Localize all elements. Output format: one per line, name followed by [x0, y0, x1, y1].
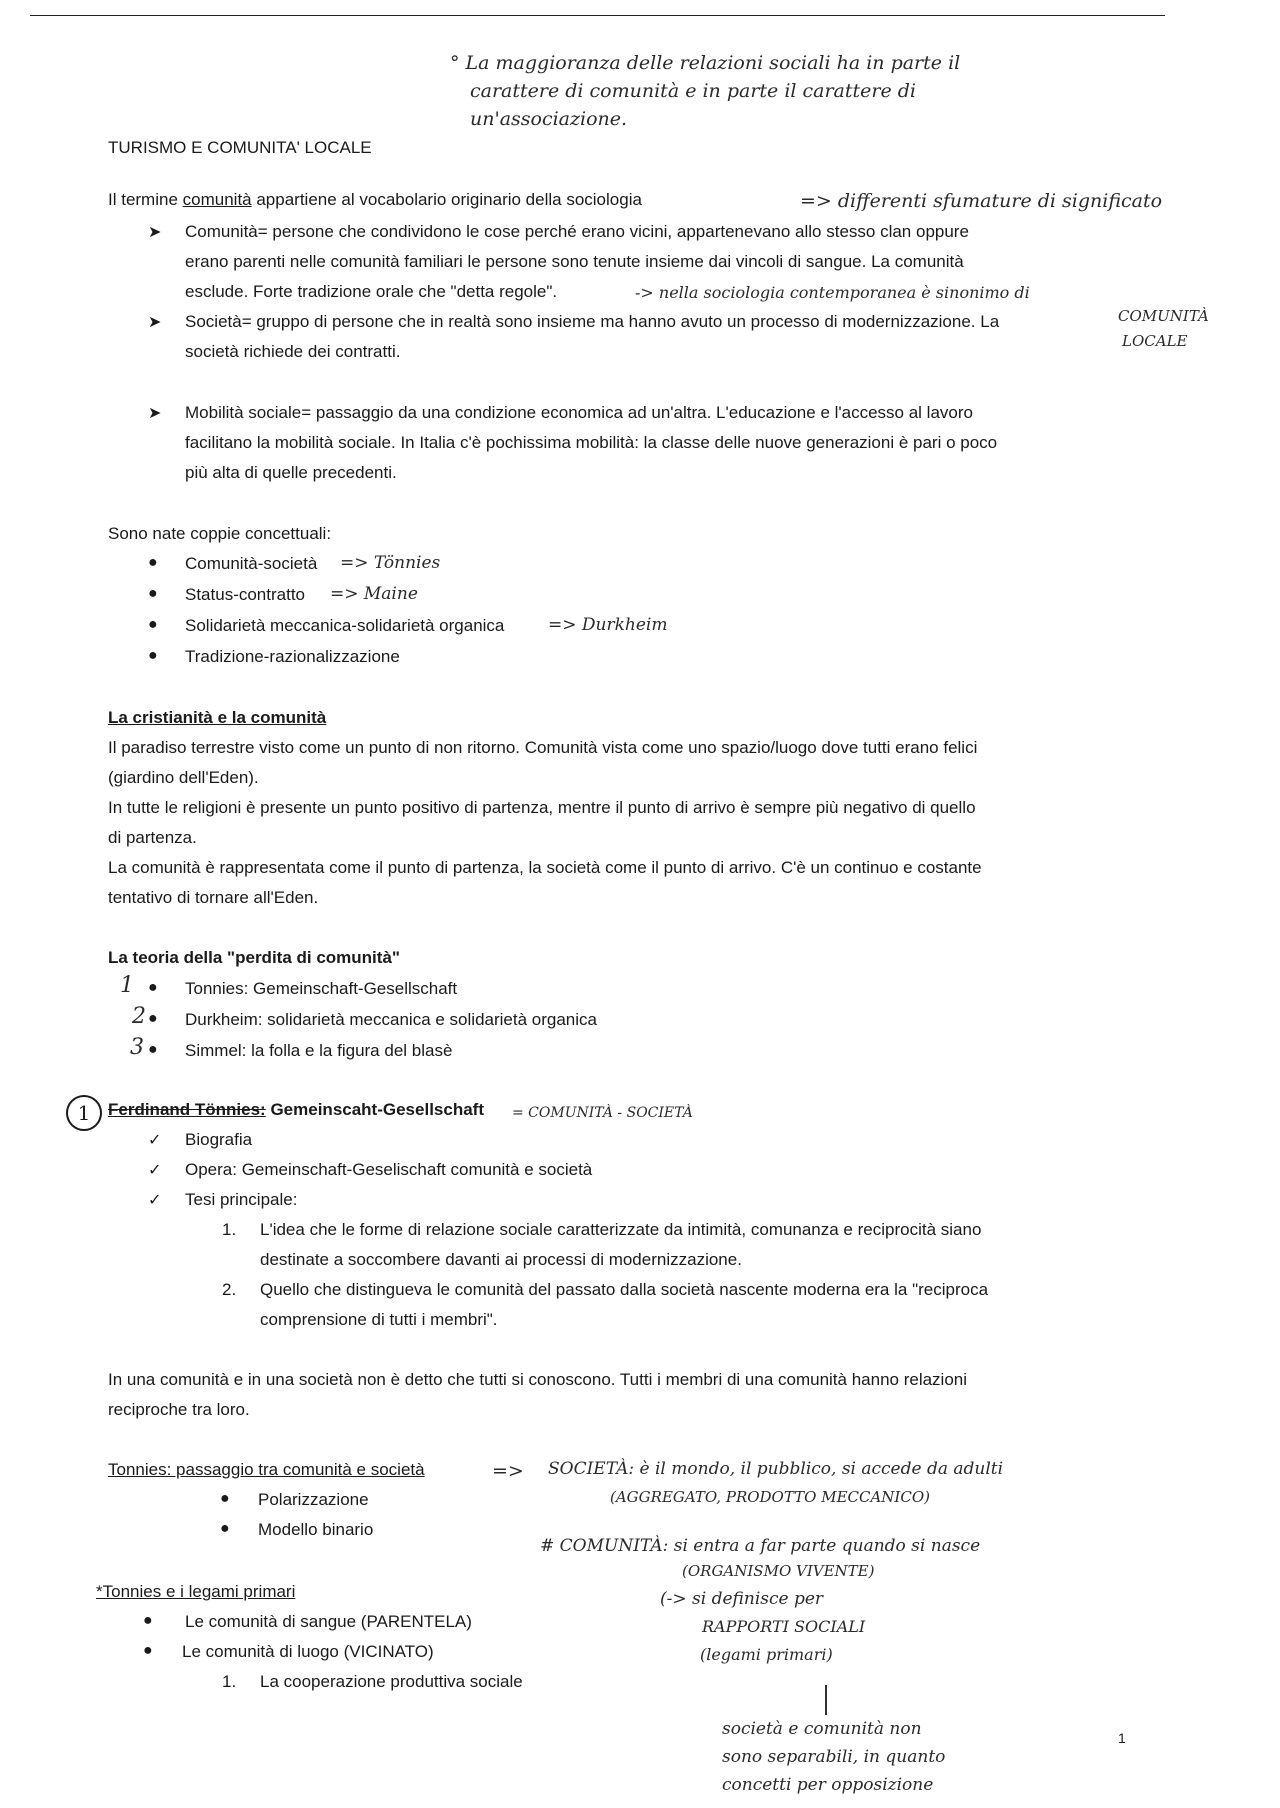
- handwritten-margin-1: COMUNITÀ: [1118, 307, 1209, 325]
- coppia-2: Status-contratto: [185, 585, 306, 604]
- handwritten-arrow-right: =>: [492, 1460, 524, 1482]
- coppia-1: Comunità-società: [185, 554, 318, 573]
- tesi-2-line-1: Quello che distingueva le comunità del passato dalla società nascente moderna era la "reciproca: [260, 1280, 989, 1299]
- passaggio-item-1: Polarizzazione: [258, 1490, 369, 1509]
- ferdinand-check-1: Biografia: [185, 1130, 253, 1149]
- ferdinand-heading: [108, 1100, 484, 1120]
- handwritten-number-2: 2: [132, 1004, 146, 1029]
- legami-item-1: Le comunità di sangue (PARENTELA): [185, 1612, 472, 1631]
- page-title: TURISMO E COMUNITA' LOCALE: [108, 138, 372, 157]
- def-societa-2: società richiede dei contratti.: [185, 342, 401, 361]
- intro-term: comunità: [182, 190, 252, 209]
- tesi-num-1: 1.: [222, 1220, 237, 1239]
- def-comunita-3: esclude. Forte tradizione orale che "detta regole".: [185, 282, 558, 301]
- cristianita-line-5: La comunità è rappresentata come il punto di partenza, la società come il punto di arrivo. C'è un continuo e costante: [108, 858, 982, 877]
- paragraph-line-2: reciproche tra loro.: [108, 1400, 250, 1419]
- bullet: ●: [220, 1490, 230, 1507]
- intro-prefix: Il termine: [108, 190, 183, 209]
- passaggio-heading: Tonnies: passaggio tra comunità e società: [108, 1460, 425, 1479]
- arrow-bullet: ➤: [148, 405, 162, 422]
- cristianita-line-3: In tutte le religioni è presente un punto positivo di partenza, mentre il punto di arrivo è sempre più negativo di quello: [108, 798, 976, 817]
- cristianita-line-1: Il paradiso terrestre visto come un punto di non ritorno. Comunità vista come uno spazio/luogo dove tutti erano felici: [108, 738, 978, 757]
- def-mobilita-1: Mobilità sociale= passaggio da una condizione economica ad un'altra. L'educazione e l'accesso al lavoro: [185, 403, 973, 422]
- bullet: ●: [148, 1041, 158, 1058]
- legami-item-2: Le comunità di luogo (VICINATO): [182, 1642, 434, 1661]
- perdita-item-2: Durkheim: solidarietà meccanica e solidarietà organica: [185, 1010, 597, 1029]
- tesi-1-line-2: destinate a soccombere davanti ai processi di modernizzazione.: [260, 1250, 742, 1269]
- def-mobilita-2: facilitano la mobilità sociale. In Italia c'è pochissima mobilità: la classe delle nuove generazioni è pari o poco: [185, 433, 998, 452]
- handwritten-ferdinand-gloss: = COMUNITÀ - SOCIETÀ: [512, 1105, 693, 1121]
- check-icon: ✓: [148, 1192, 162, 1209]
- def-mobilita-3: più alta di quelle precedenti.: [185, 463, 397, 482]
- bullet: ●: [148, 979, 158, 996]
- intro-suffix: appartiene al vocabolario originario della sociologia: [251, 190, 642, 209]
- bullet: ●: [148, 616, 158, 633]
- perdita-item-3: Simmel: la folla e la figura del blasè: [185, 1041, 453, 1060]
- circled-number-1: 1: [66, 1095, 102, 1131]
- handwritten-top-note-1: ° La maggioranza delle relazioni sociali ha in parte il: [450, 52, 961, 74]
- ferdinand-check-3: Tesi principale:: [185, 1190, 298, 1209]
- handwritten-note-comunita: => differenti sfumature di significato: [800, 190, 1163, 212]
- handwritten-top-note-2: carattere di comunità e in parte il carattere di: [470, 80, 917, 102]
- def-comunita-1: Comunità= persone che condividono le cose perché erano vicini, appartenevano allo stesso clan oppure: [185, 222, 969, 241]
- handwritten-note-societa: -> nella sociologia contemporanea è sinonimo di: [635, 283, 1030, 302]
- cristianita-heading: La cristianità e la comunità: [108, 708, 327, 727]
- handwritten-comunita-def-5: (legami primari): [700, 1645, 833, 1664]
- ferdinand-rest: Gemeinscaht-Gesellschaft: [265, 1100, 484, 1119]
- cristianita-line-6: tentativo di tornare all'Eden.: [108, 888, 319, 907]
- bullet: ●: [143, 1612, 153, 1629]
- handwritten-societa-def-2: (AGGREGATO, PRODOTTO MECCANICO): [610, 1488, 930, 1506]
- bullet: ●: [148, 647, 158, 664]
- check-icon: ✓: [148, 1132, 162, 1149]
- handwritten-top-note-3: un'associazione.: [470, 108, 628, 130]
- coppia-4: Tradizione-razionalizzazione: [185, 647, 400, 666]
- paragraph-line-1: In una comunità e in una società non è detto che tutti si conoscono. Tutti i membri di una comunità hanno relazioni: [108, 1370, 968, 1389]
- handwritten-number-3: 3: [130, 1035, 144, 1060]
- legami-sub-num: 1.: [222, 1672, 237, 1691]
- coppie-heading: Sono nate coppie concettuali:: [108, 524, 332, 543]
- page-number: 1: [1118, 1730, 1126, 1746]
- handwritten-durkheim: => Durkheim: [548, 615, 668, 635]
- handwritten-arrow-down: [825, 1685, 827, 1715]
- handwritten-number-1: 1: [120, 973, 134, 998]
- passaggio-item-2: Modello binario: [258, 1520, 374, 1539]
- bullet: ●: [148, 554, 158, 571]
- handwritten-tonnies: => Tönnies: [340, 553, 441, 573]
- handwritten-comunita-def-3: (-> si definisce per: [660, 1589, 824, 1609]
- cristianita-line-2: (giardino dell'Eden).: [108, 768, 259, 787]
- legami-heading-text: Tonnies e i legami primari: [102, 1582, 296, 1601]
- arrow-bullet: ➤: [148, 224, 162, 241]
- coppia-3: Solidarietà meccanica-solidarietà organica: [185, 616, 505, 635]
- legami-heading: [96, 1582, 295, 1602]
- intro-line: [108, 190, 642, 210]
- handwritten-maine: => Maine: [330, 584, 418, 604]
- handwritten-bottom-3: concetti per opposizione: [722, 1775, 934, 1795]
- handwritten-bottom-2: sono separabili, in quanto: [722, 1747, 946, 1767]
- def-societa-1: Società= gruppo di persone che in realtà sono insieme ma hanno avuto un processo di modernizzazione. La: [185, 312, 1000, 331]
- perdita-item-1: Tonnies: Gemeinschaft-Gesellschaft: [185, 979, 458, 998]
- ferdinand-name: Ferdinand Tönnies:: [108, 1100, 266, 1119]
- bullet: ●: [148, 585, 158, 602]
- handwritten-societa-def-1: SOCIETÀ: è il mondo, il pubblico, si accede da adulti: [548, 1459, 1004, 1479]
- legami-sub-item: La cooperazione produttiva sociale: [260, 1672, 523, 1691]
- bullet: ●: [148, 1010, 158, 1027]
- handwritten-bottom-1: società e comunità non: [722, 1719, 922, 1739]
- perdita-heading: La teoria della "perdita di comunità": [108, 948, 400, 967]
- tesi-2-line-2: comprensione di tutti i membri".: [260, 1310, 498, 1329]
- bullet: ●: [143, 1642, 153, 1659]
- ferdinand-check-2: Opera: Gemeinschaft-Geselischaft comunità e società: [185, 1160, 593, 1179]
- tesi-num-2: 2.: [222, 1280, 237, 1299]
- bullet: ●: [220, 1520, 230, 1537]
- top-rule: [30, 15, 1165, 16]
- handwritten-comunita-def-4: RAPPORTI SOCIALI: [702, 1617, 866, 1636]
- def-comunita-2: erano parenti nelle comunità familiari le persone sono tenute insieme dai vincoli di sangue. La comunità: [185, 252, 964, 271]
- asterisk: *: [96, 1582, 103, 1601]
- handwritten-comunita-def-2: (ORGANISMO VIVENTE): [682, 1562, 875, 1580]
- handwritten-margin-2: LOCALE: [1122, 332, 1188, 350]
- tesi-1-line-1: L'idea che le forme di relazione sociale caratterizzate da intimità, comunanza e reciprocità siano: [260, 1220, 982, 1239]
- check-icon: ✓: [148, 1162, 162, 1179]
- arrow-bullet: ➤: [148, 314, 162, 331]
- cristianita-line-4: di partenza.: [108, 828, 197, 847]
- handwritten-comunita-def-1: # COMUNITÀ: si entra a far parte quando si nasce: [540, 1536, 981, 1556]
